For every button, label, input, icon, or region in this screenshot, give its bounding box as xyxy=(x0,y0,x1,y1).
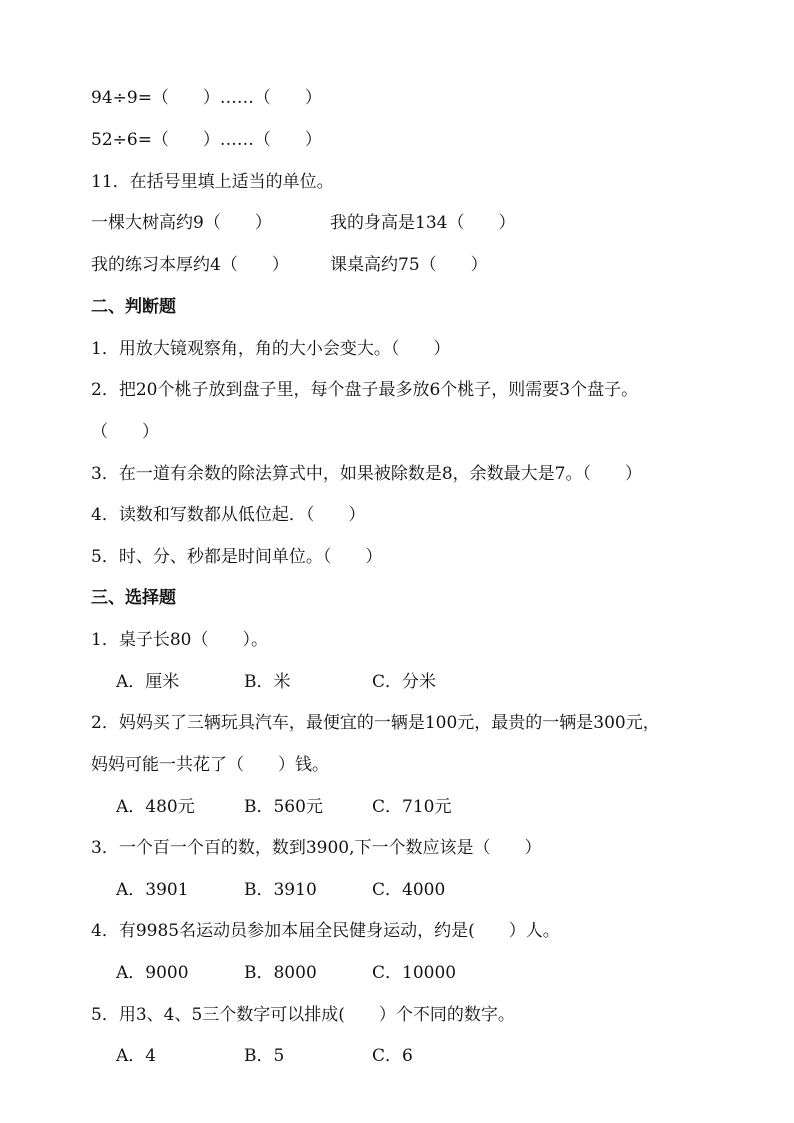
choice-q2-option-b: B．560元 xyxy=(244,797,323,817)
division-problem-1: 94÷9=（ ）……（ ） xyxy=(91,88,322,108)
choice-q4-option-a: A．9000 xyxy=(116,963,189,983)
choice-q3-option-b: B．3910 xyxy=(244,880,317,900)
choice-q2-line-2: 妈妈可能一共花了（ ）钱。 xyxy=(91,755,329,775)
q11-item-height: 我的身高是134（ ） xyxy=(330,213,516,233)
choice-q4: 4．有9985名运动员参加本届全民健身运动，约是( ）人。 xyxy=(91,921,560,941)
choice-q2-option-c: C．710元 xyxy=(372,797,452,817)
judge-item-3: 3．在一道有余数的除法算式中，如果被除数是8，余数最大是7。（ ） xyxy=(91,464,642,484)
choice-q3-options xyxy=(116,879,445,901)
choice-q5-option-c: C．6 xyxy=(372,1046,413,1066)
q11-item-desk: 课桌高约75（ ） xyxy=(330,255,488,275)
choice-q2-option-a: A．480元 xyxy=(116,797,195,817)
choice-q1-options xyxy=(116,671,436,693)
judge-item-5: 5．时、分、秒都是时间单位。（ ） xyxy=(91,547,383,567)
choice-q1-option-b: B．米 xyxy=(244,672,291,692)
choice-q5-option-a: A．4 xyxy=(116,1046,157,1066)
choice-q4-option-c: C．10000 xyxy=(372,963,457,983)
section-2-heading: 二、判断题 xyxy=(91,297,176,317)
choice-q2-line-1: 2．妈妈买了三辆玩具汽车，最便宜的一辆是100元，最贵的一辆是300元， xyxy=(91,713,660,733)
choice-q4-option-b: B．8000 xyxy=(244,963,317,983)
q11-title: 11．在括号里填上适当的单位。 xyxy=(91,172,334,192)
q11-item-notebook: 我的练习本厚约4（ ） xyxy=(91,255,289,275)
choice-q1: 1．桌子长80（ ）。 xyxy=(91,630,268,650)
section-3-heading: 三、选择题 xyxy=(91,588,176,608)
choice-q2-options xyxy=(116,796,451,818)
choice-q5: 5．用3、4、5三个数字可以排成( ）个不同的数字。 xyxy=(91,1005,515,1025)
choice-q3-option-a: A．3901 xyxy=(116,880,189,900)
choice-q4-options xyxy=(116,962,456,984)
judge-item-2: 2．把20个桃子放到盘子里，每个盘子最多放6个桃子，则需要3个盘子。 xyxy=(91,380,639,400)
q11-row-1 xyxy=(91,212,515,234)
judge-item-1: 1．用放大镜观察角，角的大小会变大。（ ） xyxy=(91,339,451,359)
choice-q1-option-c: C．分米 xyxy=(372,672,437,692)
q11-row-2 xyxy=(91,254,488,276)
choice-q5-options xyxy=(116,1045,413,1067)
choice-q3: 3．一个百一个百的数，数到3900,下一个数应该是（ ） xyxy=(91,838,542,858)
division-problem-2: 52÷6=（ ）……（ ） xyxy=(91,130,322,150)
q11-item-tree: 一棵大树高约9（ ） xyxy=(91,213,272,233)
choice-q1-option-a: A．厘米 xyxy=(116,672,180,692)
judge-item-4: 4．读数和写数都从低位起．（ ） xyxy=(91,505,366,525)
judge-item-2-blank: （ ） xyxy=(91,422,159,442)
choice-q3-option-c: C．4000 xyxy=(372,880,446,900)
choice-q5-option-b: B．5 xyxy=(244,1046,285,1066)
